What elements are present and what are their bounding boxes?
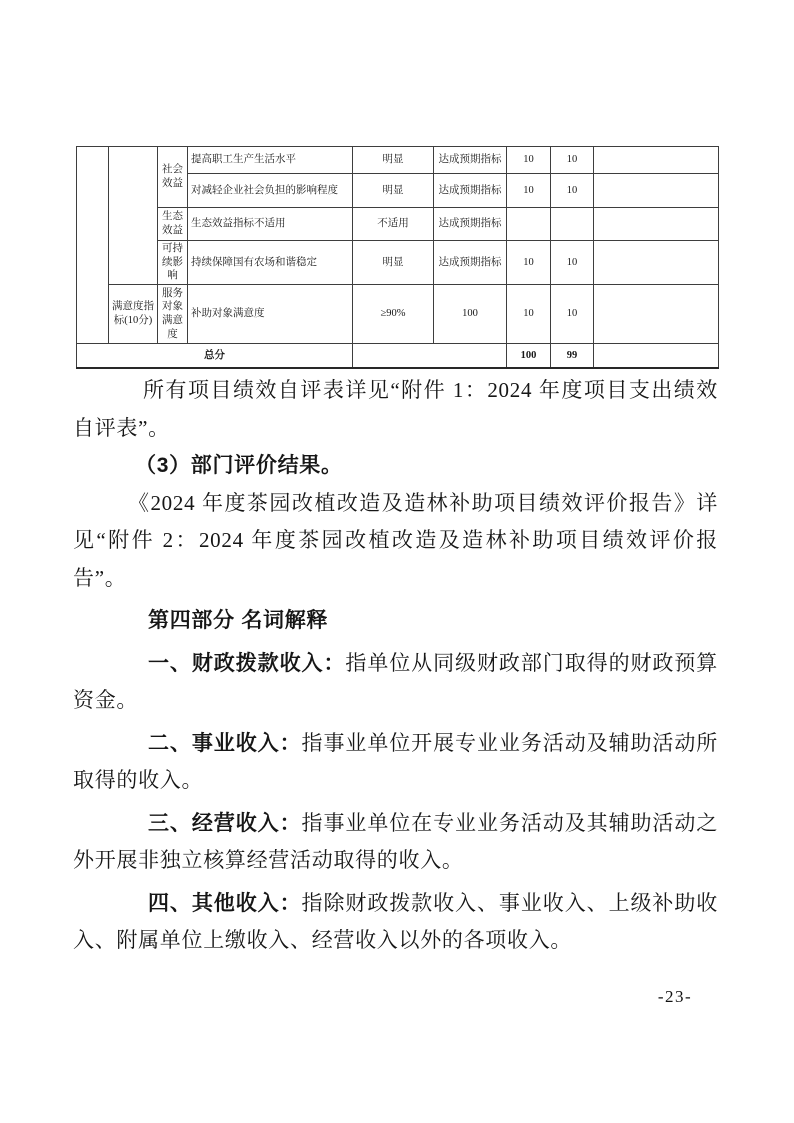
cell-target-value: 不适用: [353, 208, 434, 241]
cell-sustainability-label: 可持续影响: [158, 241, 188, 285]
paragraph-evaluation-report: [73, 485, 718, 598]
cell-indicator-name: 生态效益指标不适用: [188, 208, 353, 241]
cell-actual-value: 达成预期指标: [434, 241, 507, 285]
text-line: 所有项目绩效自评表详见“附件 1：2024 年度项目支出绩效: [143, 378, 718, 402]
term-fiscal-appropriation-income: [73, 645, 718, 720]
cell-indicator-name: 持续保障国有农场和谐稳定: [188, 241, 353, 285]
text-line: 见“附件 2：2024 年度茶园改植改造及造林补助项目绩效评价报: [73, 528, 718, 552]
table-row: [77, 147, 719, 174]
cell-target-value: 明显: [353, 241, 434, 285]
term-lead: 四、其他收入：: [148, 891, 302, 915]
term-lead: 三、经营收入：: [148, 811, 302, 835]
cell-actual-value: 达成预期指标: [434, 174, 507, 208]
text-line: [73, 885, 718, 923]
cell-total-score: 99: [551, 343, 594, 368]
cell-eco-benefit-label: 生态效益: [158, 208, 188, 241]
cell-score: 10: [551, 284, 594, 343]
table-row: [77, 208, 719, 241]
paragraph-self-eval-note: [73, 372, 718, 447]
cell-points: 10: [507, 284, 551, 343]
cell-note: [594, 241, 719, 285]
cell-note: [594, 174, 719, 208]
cell-score: [551, 208, 594, 241]
cell-points: [507, 208, 551, 241]
cell-note: [594, 284, 719, 343]
cell-target-value: 明显: [353, 174, 434, 208]
cell-target-value: ≥90%: [353, 284, 434, 343]
cell-indicator-name: 对减轻企业社会负担的影响程度: [188, 174, 353, 208]
cell-note: [594, 343, 719, 368]
cell-actual-value: 达成预期指标: [434, 147, 507, 174]
text-line: 告”。: [73, 565, 127, 590]
cell-actual-value: 100: [434, 284, 507, 343]
text-line: 入、附属单位上缴收入、经营收入以外的各项收入。: [73, 928, 573, 952]
table-row-total: [77, 343, 719, 368]
cell-score: 10: [551, 174, 594, 208]
term-operating-income: [73, 805, 718, 880]
term-text: 指单位从同级财政部门取得的财政预算: [345, 650, 718, 675]
cell-indicator-name: 补助对象满意度: [188, 284, 353, 343]
text-line: 自评表”。: [73, 415, 170, 440]
text-line: [73, 725, 718, 763]
text-line: 资金。: [73, 688, 139, 712]
cell-empty-side: [77, 147, 109, 344]
cell-points: 10: [507, 147, 551, 174]
term-text: 指事业单位开展专业业务活动及辅助活动所: [301, 730, 718, 755]
term-business-income: [73, 725, 718, 800]
heading-department-evaluation: （3）部门评价结果。: [135, 454, 343, 477]
body-text: [73, 372, 718, 960]
cell-satisfaction-sub: 服务对象满意度: [158, 284, 188, 343]
text-line: [73, 645, 718, 683]
cell-actual-value: 达成预期指标: [434, 208, 507, 241]
cell-social-benefit-label: 社会效益: [158, 147, 188, 208]
cell-indicator-name: 提高职工生产生活水平: [188, 147, 353, 174]
heading-part-four-glossary: 第四部分 名词解释: [148, 609, 329, 632]
text-line: 《2024 年度茶园改植改造及造林补助项目绩效评价报告》详: [128, 490, 718, 515]
cell-score: 10: [551, 147, 594, 174]
cell-total-points: 100: [507, 343, 551, 368]
cell-total-label: 总分: [77, 343, 353, 368]
cell-points: 10: [507, 174, 551, 208]
cell-note: [594, 147, 719, 174]
cell-total-blank: [353, 343, 507, 368]
term-lead: 一、财政拨款收入：: [148, 651, 346, 675]
cell-note: [594, 208, 719, 241]
performance-self-evaluation-table: [76, 146, 719, 369]
term-text: 指除财政拨款收入、事业收入、上级补助收: [301, 890, 718, 915]
term-other-income: [73, 885, 718, 960]
page-number: -23-: [657, 987, 693, 1006]
cell-satisfaction-category: 满意度指标(10分): [109, 284, 158, 343]
cell-points: 10: [507, 241, 551, 285]
table-row: [77, 241, 719, 285]
text-line: [73, 805, 718, 843]
cell-score: 10: [551, 241, 594, 285]
cell-target-value: 明显: [353, 147, 434, 174]
cell-empty-category: [109, 147, 158, 285]
text-line: 取得的收入。: [73, 768, 204, 792]
table-row: [77, 284, 719, 343]
term-text: 指事业单位在专业业务活动及其辅助活动之: [301, 810, 718, 835]
term-lead: 二、事业收入：: [148, 731, 302, 755]
text-line: 外开展非独立核算经营活动取得的收入。: [73, 848, 464, 872]
